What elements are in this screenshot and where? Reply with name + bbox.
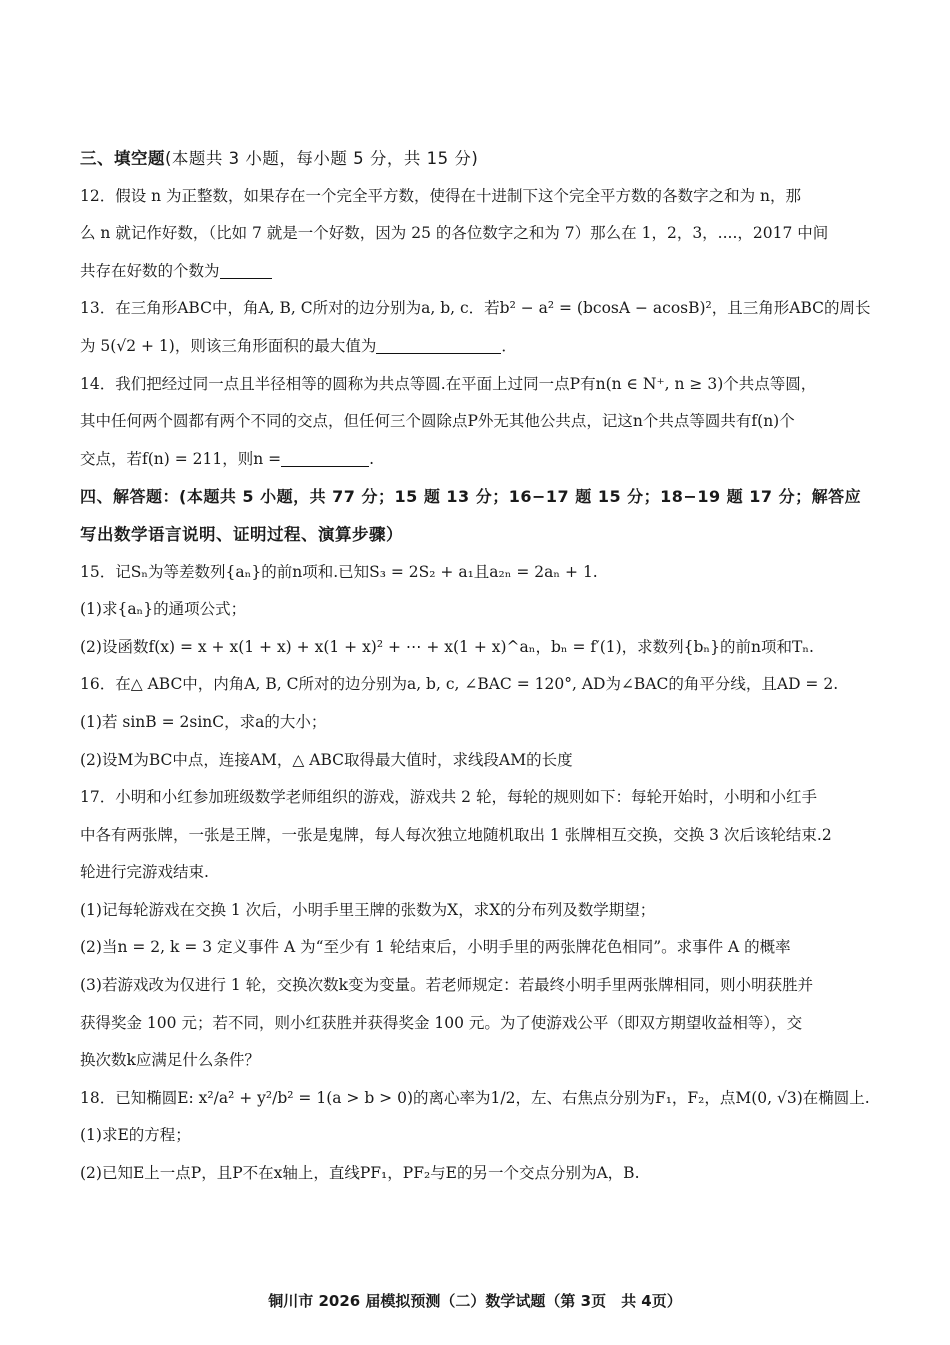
question-18 xyxy=(80,1080,870,1193)
q15-part-1: (1)求{aₙ}的通项公式； xyxy=(80,600,247,619)
q16-part-2: (2)设M为BC中点，连接AM，△ ABC取得最大值时，求线段AM的长度 xyxy=(80,750,573,769)
q18-part-1: (1)求E的方程； xyxy=(80,1126,191,1145)
question-16 xyxy=(80,666,870,779)
q12-line-2: 么 n 就记作好数，（比如 7 就是一个好数，因为 25 的各位数字之和为 7）那么在 1，2，3，....，2017 中间 xyxy=(80,224,829,243)
question-12 xyxy=(80,178,870,291)
q14-line-1: 14．我们把经过同一点且半径相等的圆称为共点等圆.在平面上过同一点P有n(n ∈ N⁺, n ≥ 3)个共点等圆， xyxy=(80,374,817,393)
q15-line-1: 15．记Sₙ为等差数列{aₙ}的前n项和.已知S₃ = 2S₂ + a₁且a₂ₙ = 2aₙ + 1. xyxy=(80,562,598,581)
exam-page xyxy=(80,140,870,1193)
q17-line-1: 17．小明和小红参加班级数学老师组织的游戏，游戏共 2 轮，每轮的规则如下：每轮开始时，小明和小红手 xyxy=(80,788,817,807)
question-17 xyxy=(80,779,870,1080)
q14-line-3-end: . xyxy=(369,449,375,468)
q17-part-2: (2)当n = 2, k = 3 定义事件 A 为“至少有 1 轮结束后，小明手里的两张牌花色相同”。求事件 A 的概率 xyxy=(80,938,791,957)
section-3-note: (本题共 3 小题，每小题 5 分，共 15 分) xyxy=(165,149,479,168)
q14-answer-blank xyxy=(281,450,369,467)
section-3-title: 三、填空题 xyxy=(80,149,165,168)
section-3-heading xyxy=(80,140,870,178)
q13-line-1: 13．在三角形ABC中，角A, B, C所对的边分别为a, b, c．若b² − a² = (bcosA − acosB)²，且三角形ABC的周长 xyxy=(80,299,870,318)
q12-line-3-text: 共存在好数的个数为 xyxy=(80,261,220,280)
q17-part-3-line-2: 获得奖金 100 元；若不同，则小红获胜并获得奖金 100 元。为了使游戏公平（即双方期望收益相等），交 xyxy=(80,1013,803,1032)
q17-part-3-line-3: 换次数k应满足什么条件？ xyxy=(80,1051,260,1070)
q14-line-3 xyxy=(80,441,870,479)
q13-line-2-end: ． xyxy=(501,336,517,355)
q17-part-1: (1)记每轮游戏在交换 1 次后，小明手里王牌的张数为X，求X的分布列及数学期望； xyxy=(80,900,656,919)
q13-line-2-text: 为 5(√2 + 1)，则该三角形面积的最大值为 xyxy=(80,336,377,355)
question-14 xyxy=(80,366,870,479)
q18-line-1: 18．已知椭圆E: x²/a² + y²/b² = 1(a > b > 0)的离心率为1/2，左、右焦点分别为F₁，F₂，点M(0, √3)在椭圆上. xyxy=(80,1088,870,1107)
q13-line-2 xyxy=(80,328,870,366)
section-4-heading xyxy=(80,478,870,516)
q12-line-3 xyxy=(80,253,870,291)
q17-line-3: 轮进行完游戏结束. xyxy=(80,863,209,882)
q18-part-2: (2)已知E上一点P，且P不在x轴上，直线PF₁，PF₂与E的另一个交点分别为A，B. xyxy=(80,1164,640,1183)
q13-answer-blank xyxy=(376,337,501,354)
q17-part-3-line-1: (3)若游戏改为仅进行 1 轮，交换次数k变为变量。若老师规定：若最终小明手里两张牌相同，则小明获胜并 xyxy=(80,976,814,995)
question-15 xyxy=(80,554,870,667)
q14-line-2: 其中任何两个圆都有两个不同的交点，但任何三个圆除点P外无其他公共点，记这n个共点等圆共有f(n)个 xyxy=(80,412,795,431)
q12-answer-blank xyxy=(220,262,272,279)
section-4-note: (本题共 5 小题，共 77 分；15 题 13 分；16−17 题 15 分；18−19 题 17 分；解答应 xyxy=(179,487,862,507)
q16-line-1: 16．在△ ABC中，内角A, B, C所对的边分别为a, b, c, ∠BAC = 120°, AD为∠BAC的角平分线，且AD = 2. xyxy=(80,675,839,694)
question-13 xyxy=(80,290,870,365)
q12-line-1: 12．假设 n 为正整数，如果存在一个完全平方数，使得在十进制下这个完全平方数的各数字之和为 n，那 xyxy=(80,186,801,205)
q14-line-3-text: 交点，若f(n) = 211，则n = xyxy=(80,449,282,468)
section-4-title: 四、解答题： xyxy=(80,487,180,507)
page-footer: 铜川市 2026 届模拟预测（二）数学试题（第 3页 共 4页） xyxy=(268,1292,682,1310)
q16-part-1: (1)若 sinB = 2sinC，求a的大小； xyxy=(80,712,327,731)
q17-line-2: 中各有两张牌，一张是王牌，一张是鬼牌，每人每次独立地随机取出 1 张牌相互交换，交换 3 次后该轮结束.2 xyxy=(80,825,832,844)
section-4-line-2: 写出数学语言说明、证明过程、演算步骤） xyxy=(80,524,403,544)
q15-part-2: (2)设函数f(x) = x + x(1 + x) + x(1 + x)² + ⋯ + x(1 + x)^aₙ，bₙ = f′(1)，求数列{bₙ}的前n项和Tₙ. xyxy=(80,637,814,656)
